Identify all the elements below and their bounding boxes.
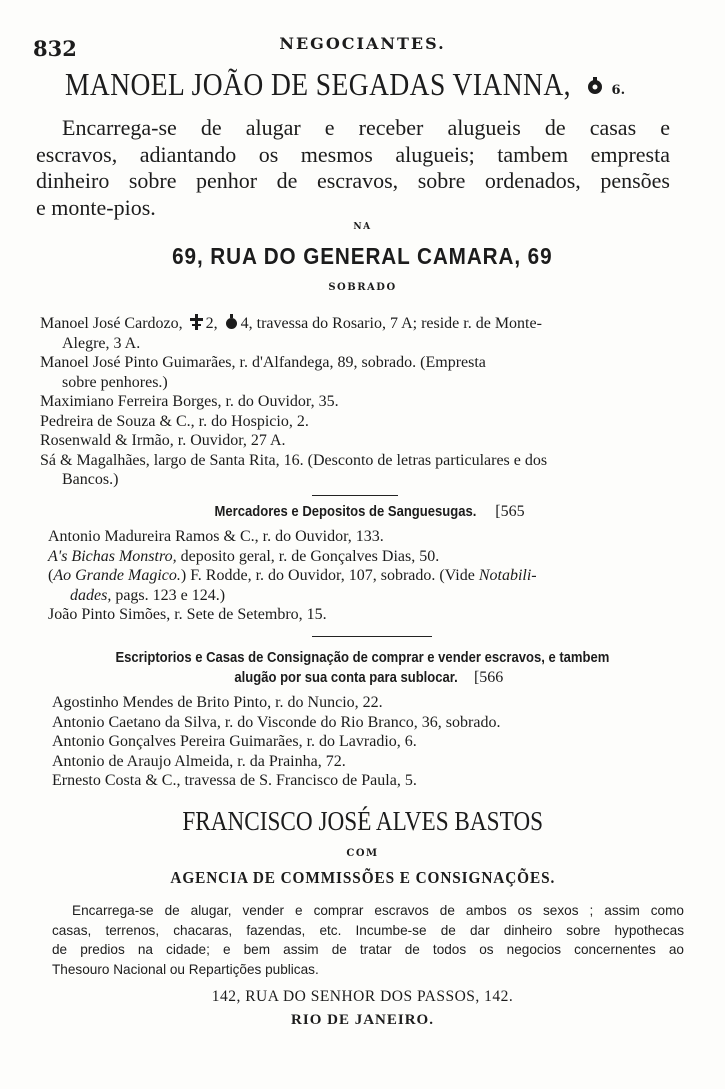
list-item-continuation: sobre penhores.) — [62, 373, 168, 391]
advert1-na: NA — [353, 222, 372, 232]
list-item: (Ao Grande Magico.) F. Rodde, r. do Ouvidor, 107, sobrado. (Vide Notabili- — [48, 567, 537, 584]
advert1-address-text: 69, RUA DO GENERAL CAMARA, 69 — [172, 243, 553, 269]
cross-order-icon — [189, 314, 204, 330]
list-item: Antonio Gonçalves Pereira Guimarães, r. do Lavradio, 6. — [52, 733, 417, 750]
advert1-decoration-number: 6. — [611, 83, 626, 98]
advert2-name: FRANCISCO JOSÉ ALVES BASTOS — [182, 806, 543, 836]
entries-block-1 — [40, 314, 680, 490]
advert1-title — [65, 66, 653, 103]
advert2-line: de predios na cidade; e bem assim de tratar de todos os negocios concernentes ao — [52, 942, 684, 957]
advert2-city: RIO DE JANEIRO. — [291, 1012, 434, 1028]
section3-code: [566 — [473, 669, 504, 686]
list-item: Maximiano Ferreira Borges, r. do Ouvidor, 35. — [40, 393, 339, 410]
advert1-line: Encarrega-se de alugar e receber alugueis de casas e — [62, 115, 670, 140]
list-item: Agostinho Mendes de Brito Pinto, r. do Nuncio, 22. — [52, 694, 383, 711]
divider — [312, 495, 398, 496]
advert2-com: COM — [346, 848, 379, 859]
list-item-continuation: dades, pags. 123 e 124.) — [70, 586, 226, 604]
list-item: Ernesto Costa & C., travessa de S. Francisco de Paula, 5. — [52, 772, 417, 789]
order-medal-icon — [585, 76, 605, 96]
advert1-text — [36, 115, 670, 221]
entries-block-3 — [52, 693, 682, 791]
entries-block-2 — [48, 527, 678, 625]
list-item: Antonio de Araujo Almeida, r. da Prainha, 72. — [52, 752, 346, 770]
list-item: Manoel José Pinto Guimarães, r. d'Alfandega, 89, sobrado. (Empresta — [40, 354, 486, 371]
advert1-decoration — [583, 76, 625, 98]
advert1-line: dinheiro sobre penhor de escravos, sobre ordenados, pensões — [36, 168, 670, 193]
list-item: Antonio Madureira Ramos & C., r. do Ouvidor, 133. — [48, 528, 384, 545]
list-item: Rosenwald & Irmão, r. Ouvidor, 27 A. — [40, 432, 286, 449]
advert1-name: MANOEL JOÃO DE SEGADAS VIANNA, — [65, 66, 571, 102]
section2-heading: Mercadores e Depositos de Sanguesugas. [565 — [214, 503, 525, 520]
advert1-line: e monte-pios. — [36, 194, 156, 220]
advert1-line: escravos, adiantando os mesmos alugueis; tambem empresta — [36, 141, 670, 167]
list-item: Sá & Magalhães, largo de Santa Rita, 16. (Desconto de letras particulares e dos — [40, 451, 548, 469]
section3-heading-line1: Escriptorios e Casas de Consignação de comprar e vender escravos, e tambem — [115, 650, 610, 666]
list-item-continuation: Alegre, 3 A. — [62, 334, 141, 352]
page-number: 832 — [33, 36, 77, 61]
section2-code: [565 — [495, 503, 525, 520]
advert1-floor: SOBRADO — [328, 282, 397, 293]
advert2-line: Thesouro Nacional ou Repartições publicas. — [52, 961, 319, 977]
advert2-line: Encarrega-se de alugar, vender e comprar escravos de ambos os sexos ; assim como — [72, 903, 684, 918]
section3-heading-line2: alugão por sua conta para sublocar. [566 — [234, 669, 504, 686]
advert1-address — [0, 243, 725, 270]
advert2-agency: AGENCIA DE COMMISSÕES E CONSIGNAÇÕES. — [170, 868, 555, 887]
list-item: Antonio Caetano da Silva, r. do Visconde do Rio Branco, 36, sobrado. — [52, 713, 501, 731]
list-item: Manoel José Cardozo, 2, 4, travessa do Rosario, 7 A; reside r. de Monte- — [40, 315, 542, 332]
divider — [312, 636, 432, 637]
running-head: NEGOCIANTES. — [279, 34, 446, 53]
list-item-continuation: Bancos.) — [62, 471, 119, 488]
advert2-line: casas, terrenos, chacaras, fazendas, etc. Incumbe-se de dar dinheiro sobre hypothecas — [52, 922, 684, 938]
advert2-text — [52, 901, 684, 979]
advert2-address: 142, RUA DO SENHOR DOS PASSOS, 142. — [211, 988, 514, 1005]
list-item: João Pinto Simões, r. Sete de Setembro, 15. — [48, 606, 327, 623]
medal-icon — [224, 314, 239, 330]
list-item: Pedreira de Souza & C., r. do Hospicio, 2. — [40, 412, 309, 430]
list-item: A's Bichas Monstro, deposito geral, r. de Gonçalves Dias, 50. — [48, 547, 440, 565]
advert2-title — [0, 806, 725, 837]
